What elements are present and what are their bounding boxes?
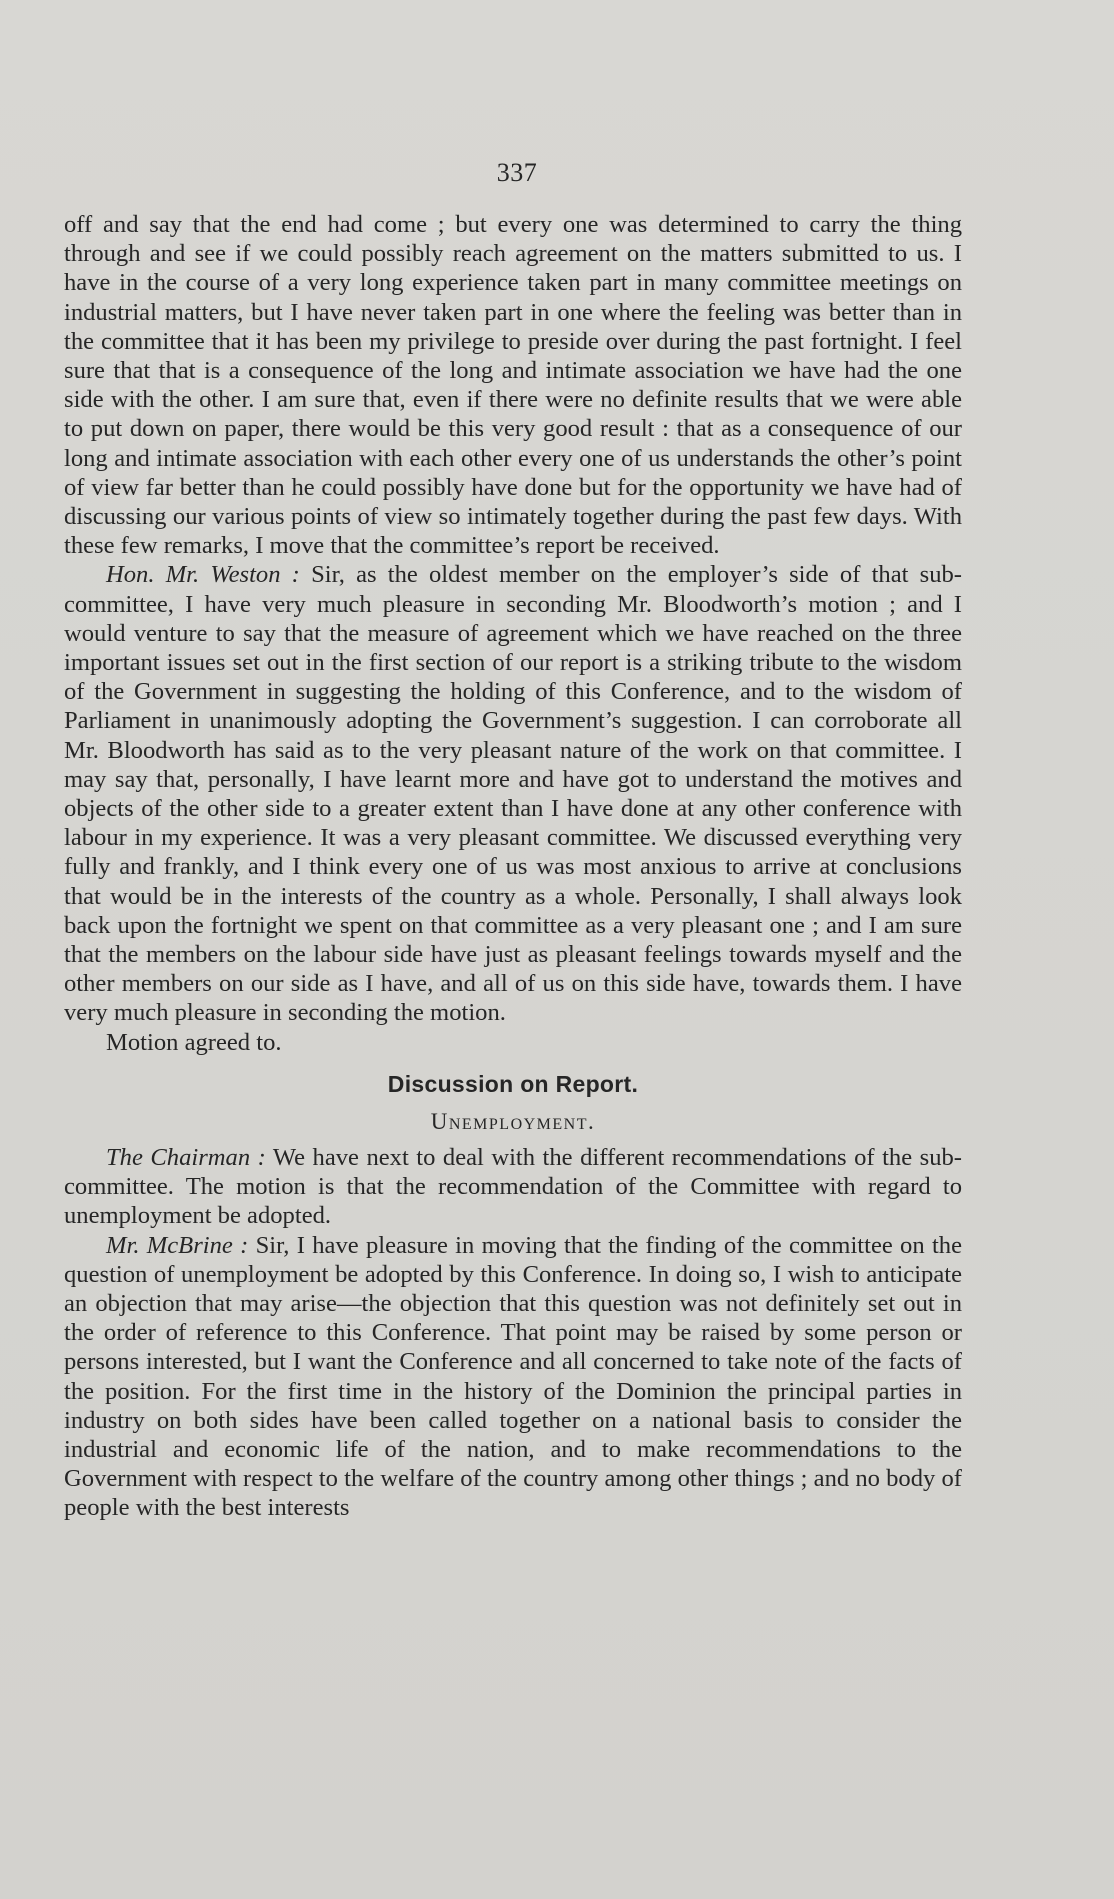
- page-number: 337: [496, 158, 538, 187]
- paragraph-text: Sir, I have pleasure in moving that the finding of the committee on the question of unemployment be adopted by this Conference. In doing so, I wish to anticipate an objection that may arise—the objection that this question was not definitely set out in the order of reference to this Conference. That point may be raised by some person or persons interested, but I want the Conference and all concerned to take note of the facts of the position. For the first time in the history of the Dominion the principal parties in industry on both sides have been called together on a national basis to consider the industrial and economic life of the nation, and to make recommendations to the Government with respect to the welfare of the country among other things ; and no body of people with the best interests: [64, 1231, 962, 1522]
- speaker-name: Mr. McBrine :: [106, 1231, 249, 1259]
- speaker-name: Hon. Mr. Weston :: [106, 561, 300, 589]
- paragraph-motion-agreed: Motion agreed to.: [106, 1028, 282, 1056]
- paragraph-text: We have next to deal with the different recommendations of the sub-committee. The motion is that the recommendation of the Committee with regard to unemployment be adopted.: [64, 1143, 962, 1230]
- body-text: [64, 210, 962, 1523]
- paragraph-weston: [64, 560, 962, 1027]
- paragraph-continuation: off and say that the end had come ; but every one was determined to carry the thing through and see if we could possibly reach agreement on the matters submitted to us. I have in the course of a very long experience taken part in many committee meetings on industrial matters, but I have never taken part in one where the feeling was better than in the committee that it has been my privilege to preside over during the past fortnight. I feel sure that that is a consequence of the long and intimate association we have had the one side with the other. I am sure that, even if there were no definite results that we were able to put down on paper, there would be this very good result : that as a consequence of our long and intimate association with each other every one of us understands the other’s point of view far better than he could possibly have done but for the opportunity we have had of discussing our various points of view so intimately together during the past few days. With these few remarks, I move that the committee’s report be received.: [64, 211, 962, 560]
- sub-heading: Unemployment.: [430, 1108, 596, 1134]
- paragraph-mcbrine: [64, 1231, 962, 1523]
- paragraph-chairman: [64, 1143, 962, 1231]
- section-heading: Discussion on Report.: [387, 1070, 639, 1097]
- paragraph-text: Sir, as the oldest member on the employer’s side of that sub-committee, I have very much pleasure in seconding Mr. Bloodworth’s motion ; and I would venture to say that the measure of agreement which we have reached on the three important issues set out in the first section of our report is a striking tribute to the wisdom of the Government in suggesting the holding of this Conference, and to the wisdom of Parliament in unanimously adopting the Government’s suggestion. I can corroborate all Mr. Bloodworth has said as to the very pleasant nature of the work on that committee. I may say that, personally, I have learnt more and have got to understand the motives and objects of the other side to a greater extent than I have done at any other conference with labour in my experience. It was a very pleasant committee. We discussed everything very fully and frankly, and I think every one of us was most anxious to arrive at conclusions that would be in the interests of the country as a whole. Personally, I shall always look back upon the fortnight we spent on that committee as a very pleasant one ; and I am sure that the members on the labour side have just as pleasant feelings towards myself and the other members on our side as I have, and all of us on this side have, towards them. I have very much pleasure in seconding the motion.: [64, 561, 962, 1027]
- speaker-name: The Chairman :: [106, 1143, 266, 1171]
